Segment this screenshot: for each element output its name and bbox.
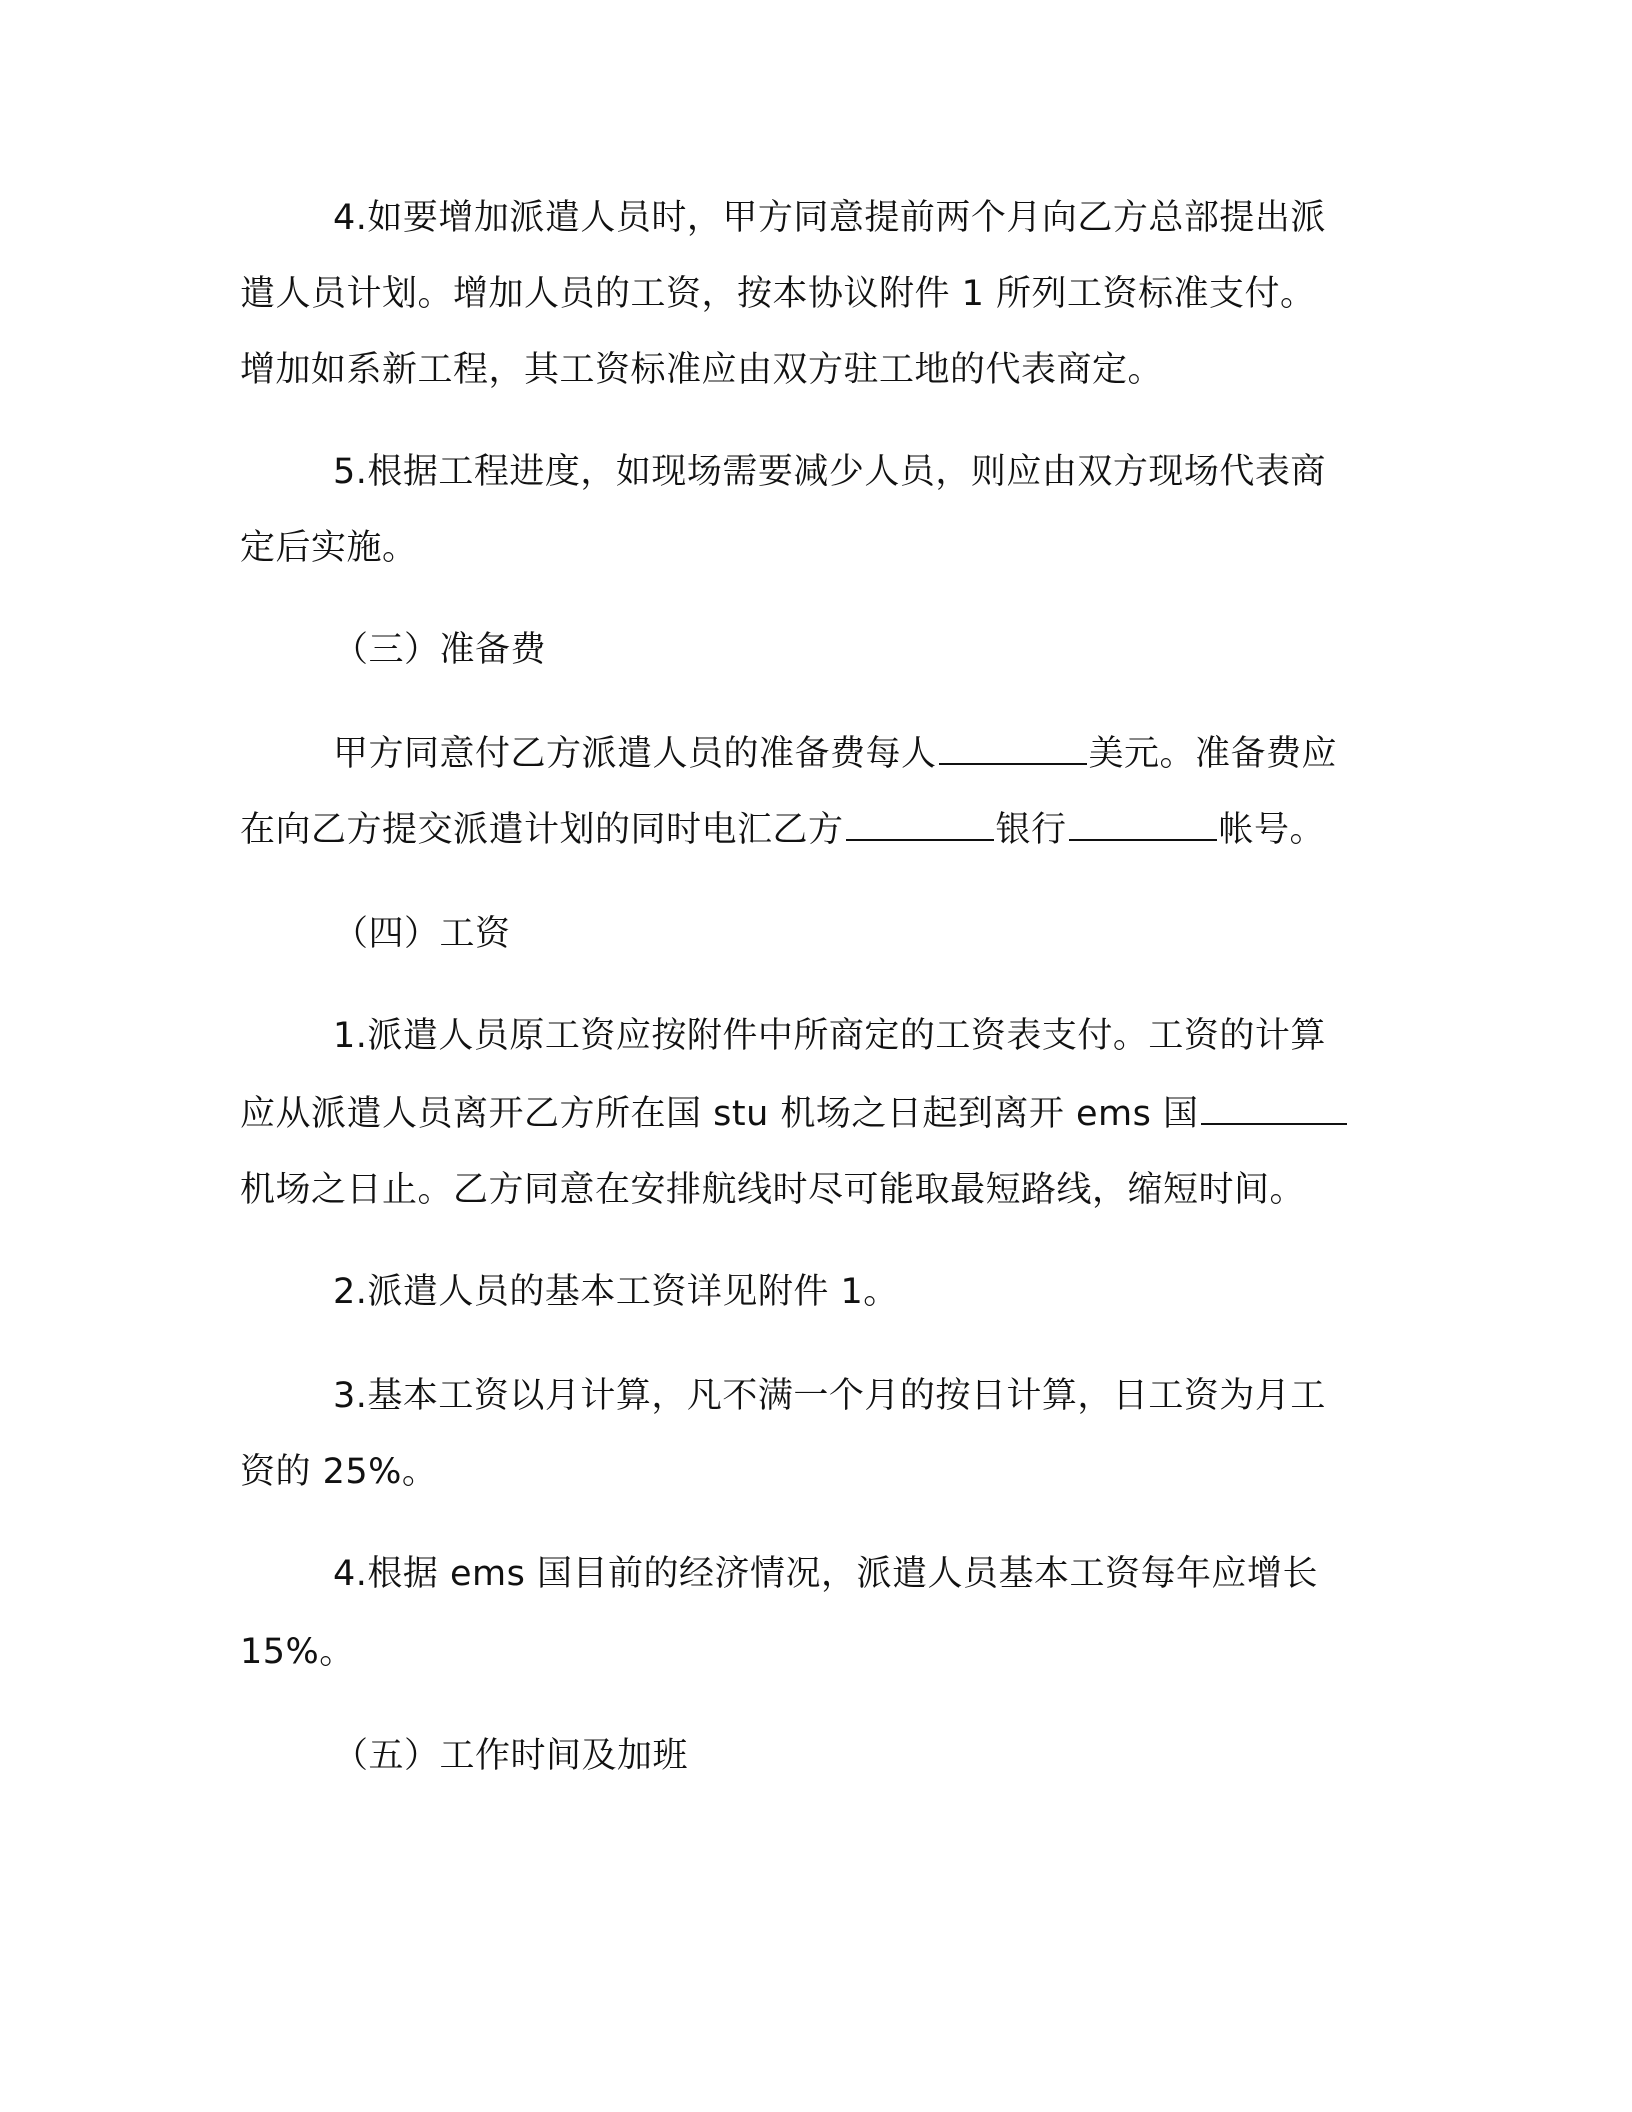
paragraph-line: 定后实施。 (240, 528, 418, 568)
fill-in-blank (1069, 809, 1217, 841)
paragraph-line: 机场之日止。乙方同意在安排航线时尽可能取最短路线，缩短时间。 (240, 1170, 1306, 1210)
paragraph-line: 3.基本工资以月计算，凡不满一个月的按日计算，日工资为月工 (333, 1376, 1326, 1416)
paragraph-line: 资的 25%。 (240, 1452, 438, 1492)
text-segment: 在向乙方提交派遣计划的同时电汇乙方 (240, 810, 844, 850)
fill-in-blank (1201, 1093, 1347, 1125)
text-segment: 美元。准备费应 (1088, 734, 1338, 774)
section-heading: （四）工资 (333, 914, 511, 954)
paragraph-line: 遣人员计划。增加人员的工资，按本协议附件 1 所列工资标准支付。 (240, 274, 1316, 314)
paragraph-line: 增加如系新工程，其工资标准应由双方驻工地的代表商定。 (240, 350, 1164, 390)
paragraph-line (240, 808, 1325, 852)
section-heading: （五）工作时间及加班 (333, 1736, 689, 1776)
paragraph-line: 15%。 (240, 1632, 355, 1672)
text-segment: 帐号。 (1218, 810, 1326, 850)
paragraph-line (240, 1092, 1349, 1136)
paragraph-line (333, 732, 1337, 776)
text-segment: 应从派遣人员离开乙方所在国 stu 机场之日起到离开 ems 国 (240, 1094, 1199, 1134)
text-segment: 银行 (995, 810, 1067, 850)
text-segment: 甲方同意付乙方派遣人员的准备费每人 (333, 734, 937, 774)
paragraph-line: 1.派遣人员原工资应按附件中所商定的工资表支付。工资的计算 (333, 1016, 1326, 1056)
fill-in-blank (939, 733, 1087, 765)
paragraph-line: 4.如要增加派遣人员时，甲方同意提前两个月向乙方总部提出派 (333, 198, 1326, 238)
paragraph-line: 2.派遣人员的基本工资详见附件 1。 (333, 1272, 899, 1312)
paragraph-line: 4.根据 ems 国目前的经济情况，派遣人员基本工资每年应增长 (333, 1554, 1319, 1594)
fill-in-blank (846, 809, 994, 841)
section-heading: （三）准备费 (333, 630, 547, 670)
paragraph-line: 5.根据工程进度，如现场需要减少人员，则应由双方现场代表商 (333, 452, 1326, 492)
